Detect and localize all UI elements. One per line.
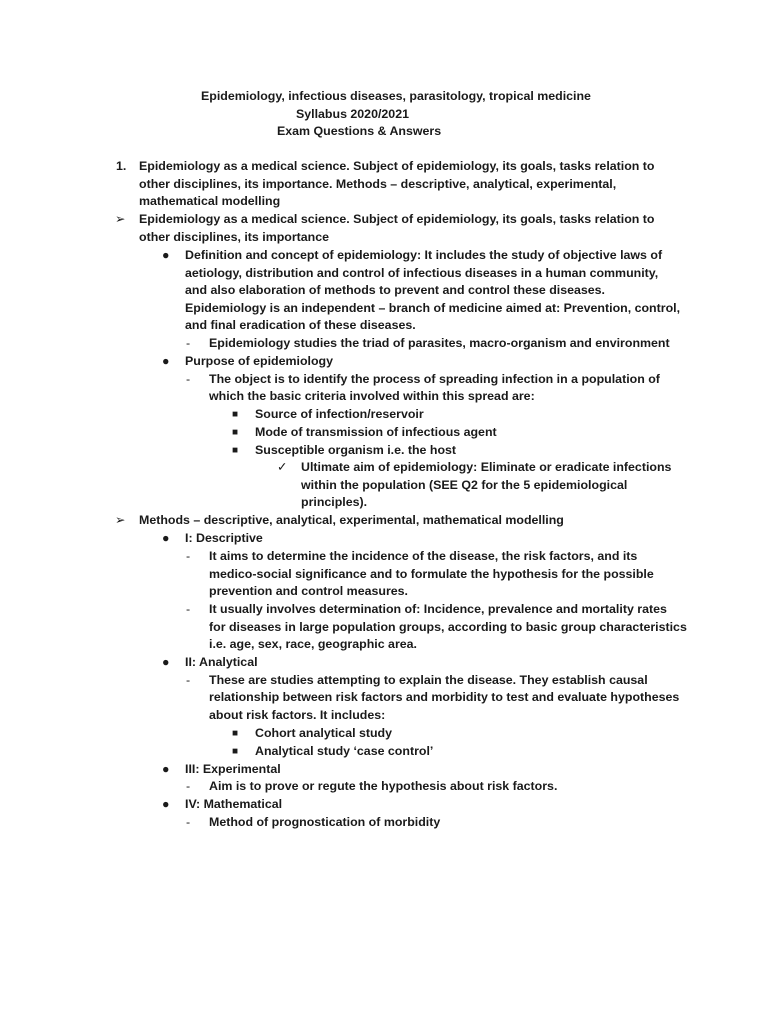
aim-line: within the population (SEE Q2 for the 5 epidemiological: [301, 478, 628, 492]
descriptive-line: for diseases in large population groups, according to basic group characteristics: [209, 620, 687, 634]
bullet-icon: ●: [162, 248, 170, 262]
aim-line: principles).: [301, 495, 368, 509]
bullet-icon: ●: [162, 797, 170, 811]
object-line: which the basic criteria involved within this spread are:: [209, 389, 535, 403]
experimental-heading: III: Experimental: [185, 762, 281, 776]
syllabus-year: Syllabus 2020/2021: [296, 107, 409, 121]
definition-line: aetiology, distribution and control of infectious diseases in a human community,: [185, 266, 659, 280]
definition-line: Definition and concept of epidemiology: It includes the study of objective laws of: [185, 248, 663, 262]
dash-bullet-icon: -: [186, 336, 191, 350]
section-heading-line: Epidemiology as a medical science. Subject of epidemiology, its goals, tasks relation to: [139, 212, 655, 226]
section-heading-line: other disciplines, its importance: [139, 230, 330, 244]
criteria-item: Mode of transmission of infectious agent: [255, 425, 497, 439]
study-item: Cohort analytical study: [255, 726, 393, 740]
methods-heading: Methods – descriptive, analytical, experimental, mathematical modelling: [139, 513, 564, 527]
document-subtitle: Exam Questions & Answers: [277, 124, 442, 138]
dash-bullet-icon: -: [186, 815, 191, 829]
question-line: Epidemiology as a medical science. Subject of epidemiology, its goals, tasks relation to: [139, 159, 655, 173]
descriptive-line: medico-social significance and to formulate the hypothesis for the possible: [209, 567, 654, 581]
question-number: 1.: [116, 159, 127, 173]
mathematical-point: Method of prognostication of morbidity: [209, 815, 441, 829]
descriptive-line: It aims to determine the incidence of the disease, the risk factors, and its: [209, 549, 638, 563]
descriptive-heading: I: Descriptive: [185, 531, 263, 545]
square-bullet-icon: ■: [232, 746, 239, 757]
bullet-icon: ●: [162, 354, 170, 368]
analytical-line: These are studies attempting to explain the disease. They establish causal: [209, 673, 648, 687]
checkmark-icon: ✓: [277, 460, 288, 474]
aim-line: Ultimate aim of epidemiology: Eliminate or eradicate infections: [301, 460, 672, 474]
question-line: mathematical modelling: [139, 194, 281, 208]
square-bullet-icon: ■: [232, 427, 239, 438]
bullet-icon: ●: [162, 655, 170, 669]
definition-line: and also elaboration of methods to prevent and control these diseases.: [185, 283, 605, 297]
dash-bullet-icon: -: [186, 602, 191, 616]
object-line: The object is to identify the process of spreading infection in a population of: [209, 372, 660, 386]
criteria-item: Susceptible organism i.e. the host: [255, 443, 457, 457]
arrow-bullet-icon: ➢: [115, 212, 126, 226]
triad-statement: Epidemiology studies the triad of parasites, macro-organism and environment: [209, 336, 670, 350]
question-line: other disciplines, its importance. Methods – descriptive, analytical, experimental,: [139, 177, 617, 191]
descriptive-line: It usually involves determination of: Incidence, prevalence and mortality rates: [209, 602, 667, 616]
bullet-icon: ●: [162, 531, 170, 545]
study-item: Analytical study ‘case control’: [255, 744, 434, 758]
bullet-icon: ●: [162, 762, 170, 776]
analytical-line: about risk factors. It includes:: [209, 708, 386, 722]
analytical-heading: II: Analytical: [185, 655, 258, 669]
dash-bullet-icon: -: [186, 779, 191, 793]
arrow-bullet-icon: ➢: [115, 513, 126, 527]
descriptive-line: i.e. age, sex, race, geographic area.: [209, 637, 417, 651]
criteria-item: Source of infection/reservoir: [255, 407, 424, 421]
dash-bullet-icon: -: [186, 673, 191, 687]
definition-line: Epidemiology is an independent – branch of medicine aimed at: Prevention, control,: [185, 301, 681, 315]
dash-bullet-icon: -: [186, 549, 191, 563]
square-bullet-icon: ■: [232, 728, 239, 739]
dash-bullet-icon: -: [186, 372, 191, 386]
document-title: Epidemiology, infectious diseases, parasitology, tropical medicine: [201, 89, 591, 103]
analytical-line: relationship between risk factors and morbidity to test and evaluate hypotheses: [209, 690, 680, 704]
square-bullet-icon: ■: [232, 409, 239, 420]
definition-line: and final eradication of these diseases.: [185, 318, 416, 332]
square-bullet-icon: ■: [232, 445, 239, 456]
purpose-heading: Purpose of epidemiology: [185, 354, 334, 368]
experimental-point: Aim is to prove or regute the hypothesis about risk factors.: [209, 779, 558, 793]
descriptive-line: prevention and control measures.: [209, 584, 408, 598]
mathematical-heading: IV: Mathematical: [185, 797, 283, 811]
